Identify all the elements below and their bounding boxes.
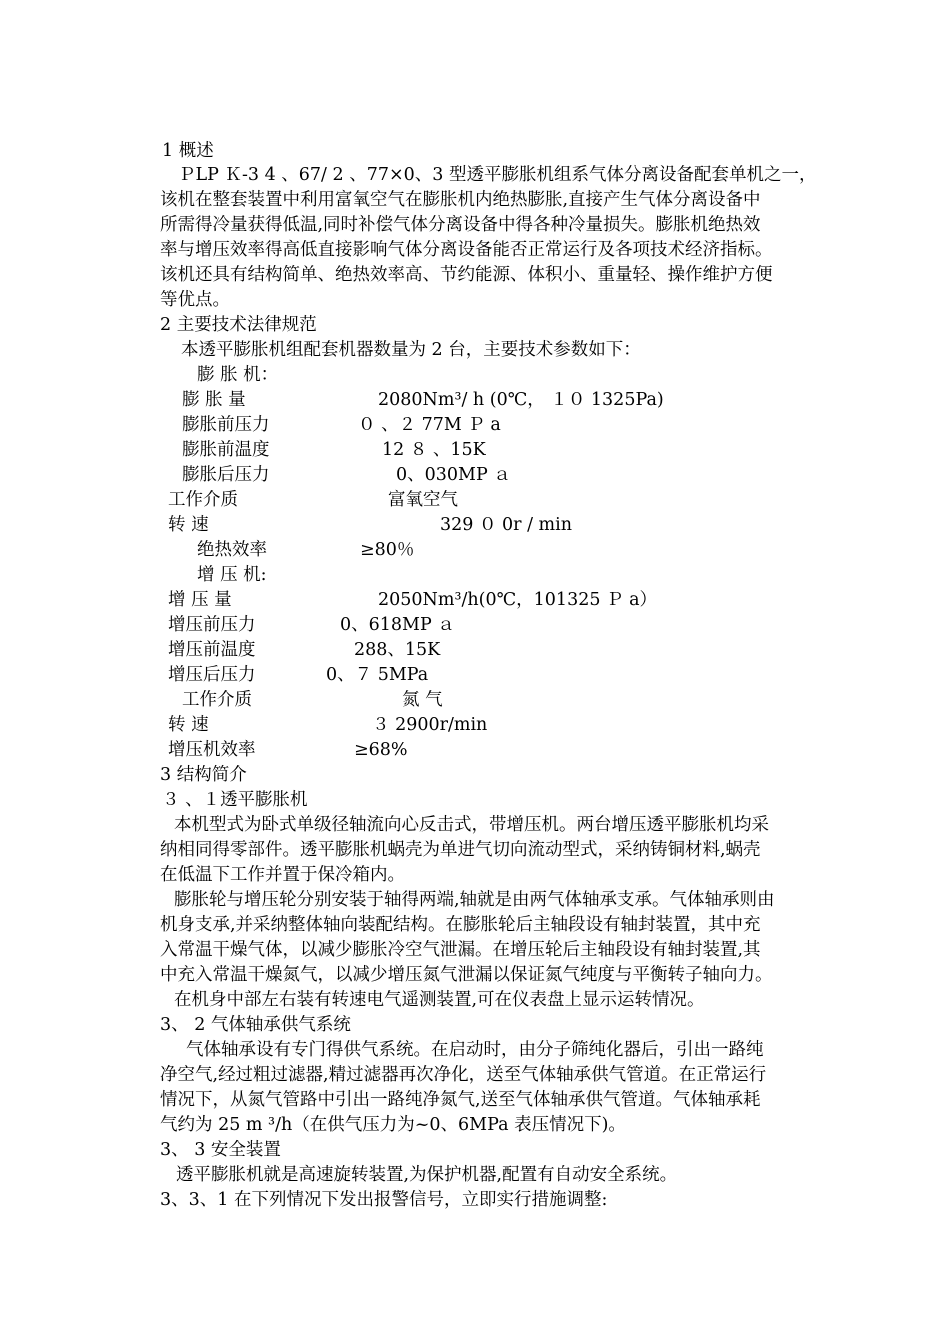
paragraph-line: 中充入常温干燥氮气，以减少增压氮气泄漏以保证氮气纯度与平衡转子轴向力。 bbox=[160, 965, 773, 985]
paragraph-line: 入常温干燥气体，以减少膨胀冷空气泄漏。在增压轮后主轴段设有轴封装置,其 bbox=[160, 940, 761, 960]
paragraph-line: 率与增压效率得高低直接影响气体分离设备能否正常运行及各项技术经济指标。 bbox=[160, 240, 773, 260]
param-label: 膨胀前压力 bbox=[182, 415, 270, 435]
paragraph-line: 所需得冷量获得低温,同时补偿气体分离设备中得各种冷量损失。膨胀机绝热效 bbox=[160, 215, 761, 235]
param-label: 工作介质 bbox=[182, 690, 252, 710]
param-label: 膨 胀 量 bbox=[182, 390, 246, 410]
section-2-intro: 本透平膨胀机组配套机器数量为 2 台，主要技术参数如下： bbox=[181, 340, 641, 360]
expander-title: 膨 胀 机： bbox=[197, 365, 279, 385]
param-value: 0、030MP ａ bbox=[396, 465, 511, 485]
paragraph-line: 透平膨胀机就是高速旋转装置,为保护机器,配置有自动安全系统。 bbox=[176, 1165, 678, 1185]
param-value: 329 ０ 0r / min bbox=[440, 515, 573, 535]
param-value: 0、618MP ａ bbox=[340, 615, 455, 635]
paragraph-line: 气体轴承设有专门得供气系统。在启动时，由分子筛纯化器后，引出一路纯 bbox=[186, 1040, 764, 1060]
param-label: 转 速 bbox=[168, 715, 209, 735]
paragraph-line: 膨胀轮与增压轮分别安装于轴得两端,轴就是由两气体轴承支承。气体轴承则由 bbox=[174, 890, 775, 910]
param-value: 富氧空气 bbox=[388, 490, 458, 510]
param-label: 增压机效率 bbox=[168, 740, 256, 760]
paragraph-line: 情况下，从氮气管路中引出一路纯净氮气,送至气体轴承供气管道。气体轴承耗 bbox=[160, 1090, 761, 1110]
paragraph-line: ＰLP Ｋ-3 4 、67/ 2 、77×0、3 型透平膨胀机组系气体分离设备配套单机之一， bbox=[178, 165, 817, 185]
param-label: 工作介质 bbox=[168, 490, 238, 510]
paragraph-line: 净空气,经过粗过滤器,精过滤器再次净化，送至气体轴承供气管道。在正常运行 bbox=[160, 1065, 767, 1085]
section-1-heading: 1 概述 bbox=[162, 141, 214, 161]
compressor-title: 增 压 机: bbox=[197, 565, 267, 585]
paragraph-line: 机身支承,并采纳整体轴向装配结构。在膨胀轮后主轴段设有轴封装置，其中充 bbox=[160, 915, 761, 935]
param-label: 增压后压力 bbox=[168, 665, 256, 685]
paragraph-line: 在机身中部左右装有转速电气遥测装置,可在仪表盘上显示运转情况。 bbox=[174, 990, 705, 1010]
paragraph-line: 3、3、1 在下列情况下发出报警信号，立即实行措施调整: bbox=[160, 1190, 608, 1210]
param-label: 绝热效率 bbox=[197, 540, 267, 560]
param-value: 2050Nm³/h(0℃，101325 Ｐ a） bbox=[378, 590, 658, 610]
param-value: ３ 2900r/min bbox=[372, 715, 488, 735]
param-label: 膨胀后压力 bbox=[182, 465, 270, 485]
section-2-heading: 2 主要技术法律规范 bbox=[160, 315, 317, 335]
param-value: 288、15K bbox=[354, 640, 441, 660]
param-label: 转 速 bbox=[168, 515, 209, 535]
subsection-3-2-heading: 3、 2 气体轴承供气系统 bbox=[160, 1015, 351, 1035]
paragraph-line: 在低温下工作并置于保冷箱内。 bbox=[160, 865, 405, 885]
param-label: 膨胀前温度 bbox=[182, 440, 270, 460]
param-value: 12 ８ 、15K bbox=[382, 440, 486, 460]
paragraph-line: 该机在整套装置中利用富氧空气在膨胀机内绝热膨胀,直接产生气体分离设备中 bbox=[160, 190, 761, 210]
paragraph-line: 气约为 25 m ³/h（在供气压力为~0、6MPa 表压情况下)。 bbox=[160, 1115, 626, 1135]
paragraph-line: 该机还具有结构简单、绝热效率高、节约能源、体积小、重量轻、操作维护方便 bbox=[160, 265, 773, 285]
param-label: 增压前温度 bbox=[168, 640, 256, 660]
param-label: 增 压 量 bbox=[168, 590, 232, 610]
paragraph-line: 本机型式为卧式单级径轴流向心反击式，带增压机。两台增压透平膨胀机均采 bbox=[174, 815, 769, 835]
paragraph-line: 等优点。 bbox=[160, 290, 230, 310]
param-value: 0、７ 5MPa bbox=[326, 665, 429, 685]
section-3-heading: 3 结构简介 bbox=[160, 765, 247, 785]
param-value: 氮 气 bbox=[402, 690, 443, 710]
param-value: ≥80％ bbox=[360, 540, 415, 560]
param-value: ≥68% bbox=[354, 740, 408, 760]
param-label: 增压前压力 bbox=[168, 615, 256, 635]
subsection-3-3-heading: 3、 3 安全装置 bbox=[160, 1140, 281, 1160]
subsection-3-1-heading: ３ 、１透平膨胀机 bbox=[162, 790, 308, 810]
param-value: ０ 、２ 77M Ｐ a bbox=[358, 415, 501, 435]
paragraph-line: 纳相同得零部件。透平膨胀机蜗壳为单进气切向流动型式，采纳铸铜材料,蜗壳 bbox=[160, 840, 761, 860]
param-value: 2080Nm³/ h (0℃， １０ 1325Pa) bbox=[378, 390, 664, 410]
